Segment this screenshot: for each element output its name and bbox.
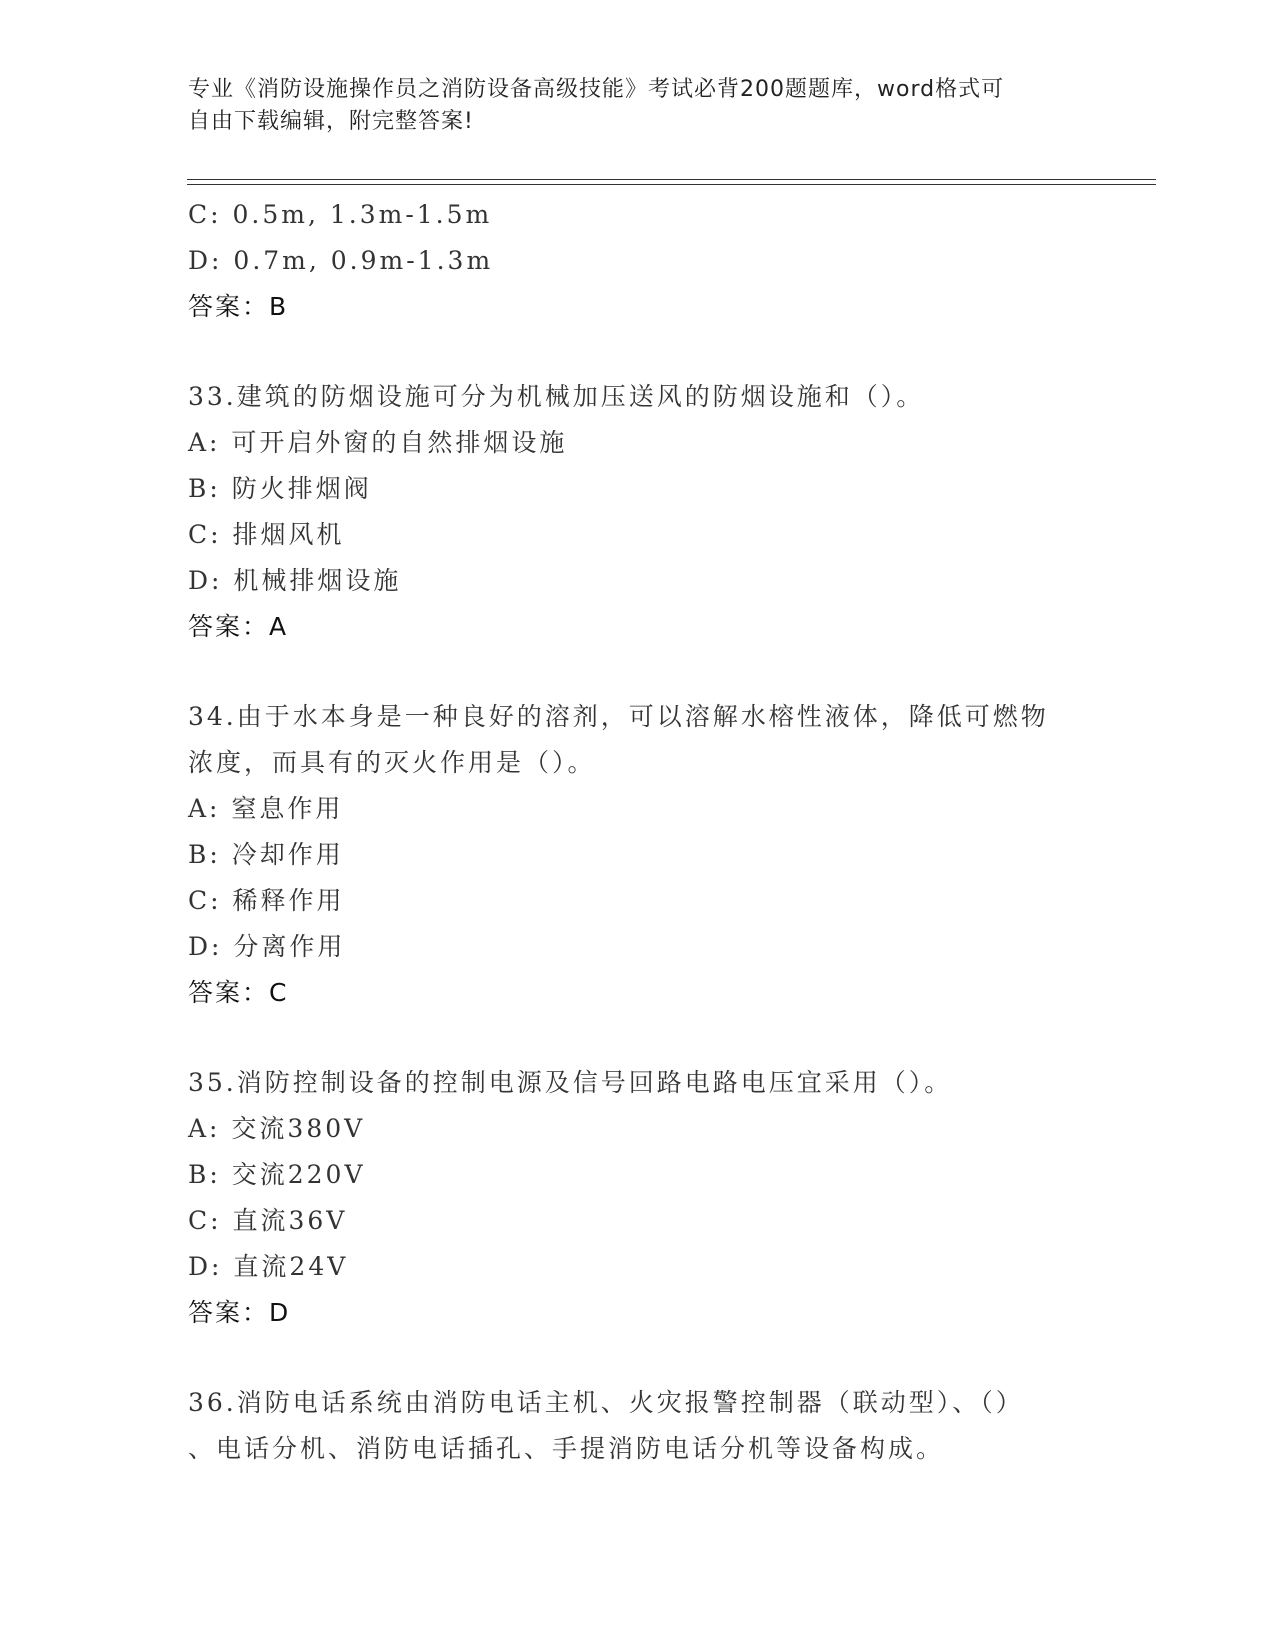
question-list xyxy=(188,192,1088,1472)
answer: 答案：C xyxy=(188,978,289,1007)
answer: 答案：D xyxy=(188,1298,291,1327)
answer: 答案：B xyxy=(188,292,289,321)
option-c: C: 排烟风机 xyxy=(188,520,345,549)
question-text: 33.建筑的防烟设施可分为机械加压送风的防烟设施和（）。 xyxy=(188,382,925,411)
question-text-line-1: 34.由于水本身是一种良好的溶剂，可以溶解水榕性液体，降低可燃物 xyxy=(188,702,1049,731)
question-text-line-1: 36.消防电话系统由消防电话主机、火灾报警控制器（联动型）、（） xyxy=(188,1388,1024,1417)
option-d: D: 0.7m, 0.9m-1.3m xyxy=(188,246,494,275)
answer: 答案：A xyxy=(188,612,289,641)
question-33 xyxy=(188,374,1088,650)
option-b: B: 冷却作用 xyxy=(188,840,344,869)
header-line-1: 专业《消防设施操作员之消防设备高级技能》考试必背200题题库，word格式可 xyxy=(188,77,1005,102)
option-d: D: 分离作用 xyxy=(188,932,346,961)
option-a: A: 窒息作用 xyxy=(188,794,344,823)
header-line-2: 自由下载编辑，附完整答案! xyxy=(188,109,474,134)
question-32-tail xyxy=(188,192,1088,330)
document-header xyxy=(188,74,1088,138)
header-divider-top xyxy=(187,179,1156,180)
option-d: D: 直流24V xyxy=(188,1252,349,1281)
question-text: 35.消防控制设备的控制电源及信号回路电路电压宜采用（）。 xyxy=(188,1068,953,1097)
question-34 xyxy=(188,694,1088,1016)
option-c: C: 稀释作用 xyxy=(188,886,345,915)
option-d: D: 机械排烟设施 xyxy=(188,566,402,595)
option-a: A: 可开启外窗的自然排烟设施 xyxy=(188,428,568,457)
option-b: B: 交流220V xyxy=(188,1160,366,1189)
option-c: C: 直流36V xyxy=(188,1206,348,1235)
question-36 xyxy=(188,1380,1088,1472)
header-divider-bottom xyxy=(187,184,1156,185)
option-a: A: 交流380V xyxy=(188,1114,366,1143)
question-text-line-2: 、电话分机、消防电话插孔、手提消防电话分机等设备构成。 xyxy=(188,1434,945,1463)
question-text-line-2: 浓度，而具有的灭火作用是（）。 xyxy=(188,748,596,777)
option-c: C: 0.5m, 1.3m-1.5m xyxy=(188,200,493,229)
option-b: B: 防火排烟阀 xyxy=(188,474,372,503)
question-35 xyxy=(188,1060,1088,1336)
